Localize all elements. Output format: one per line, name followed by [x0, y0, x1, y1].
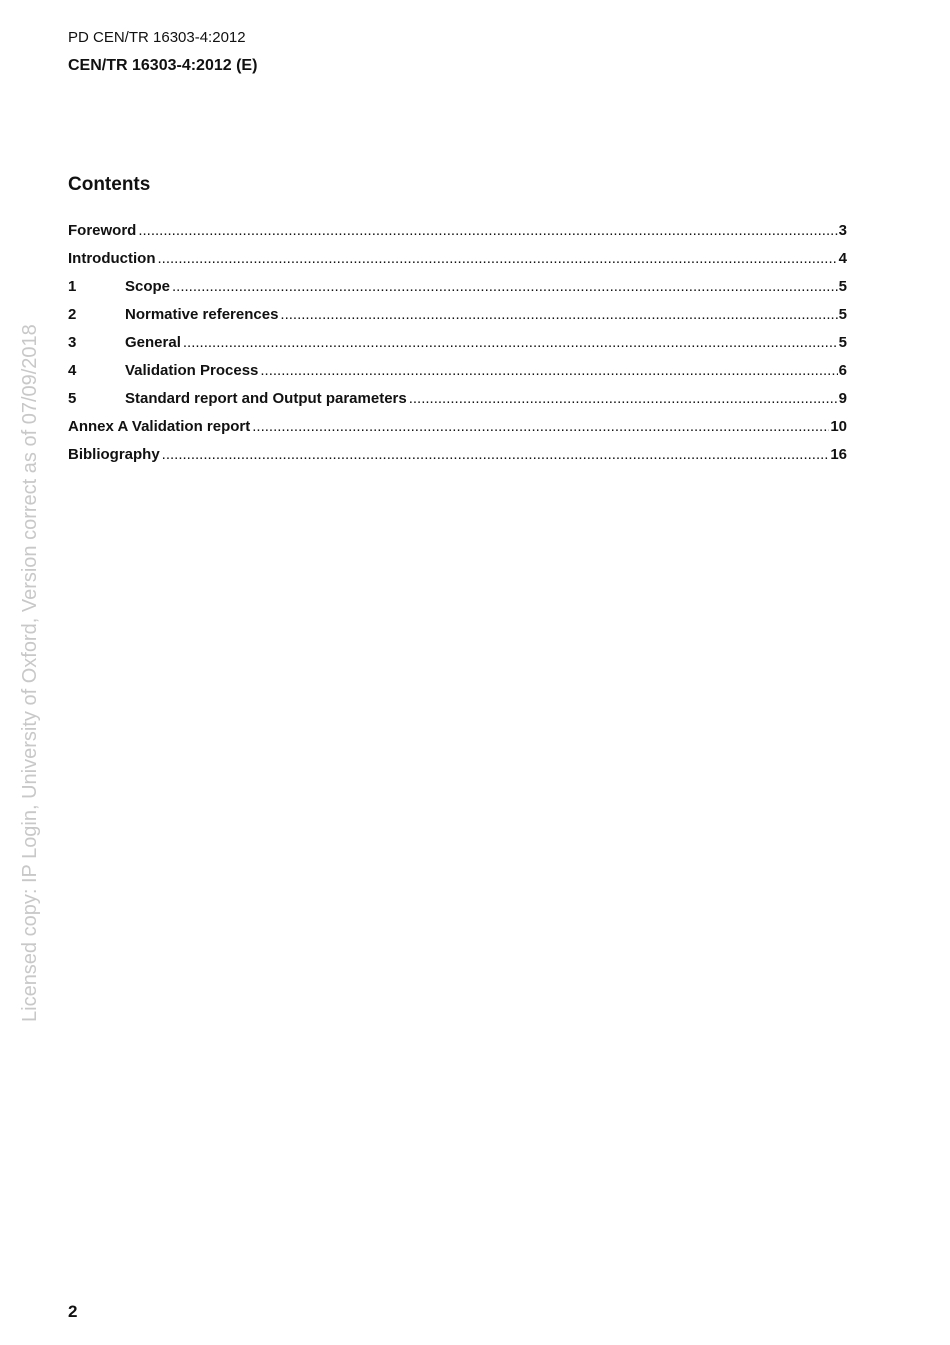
toc-entry-introduction[interactable] [68, 250, 847, 278]
license-watermark: Licensed copy: IP Login, University of Oxford, Version correct as of 07/09/2018 [19, 324, 41, 1022]
toc-entry-number: 3 [68, 334, 77, 351]
toc-entry-label: Introduction [68, 250, 156, 267]
toc-leader-dots [409, 390, 838, 407]
toc-leader-dots [252, 418, 829, 435]
page-number: 2 [68, 1302, 78, 1321]
toc-entry-label: Bibliography [68, 446, 160, 463]
toc-leader-dots [162, 446, 830, 463]
toc-entry-label: Standard report and Output parameters [125, 390, 407, 407]
toc-entry-label: Scope [125, 278, 171, 295]
toc-entry-page: 5 [838, 334, 847, 351]
toc-entry-page: 4 [838, 250, 847, 267]
toc-leader-dots [138, 222, 837, 239]
document-designation: CEN/TR 16303-4:2012 (E) [68, 57, 258, 74]
toc-leader-dots [157, 250, 837, 267]
table-of-contents [68, 222, 847, 474]
toc-entry-page: 3 [838, 222, 847, 239]
toc-entry-label: Normative references [125, 306, 279, 323]
toc-entry-scope[interactable] [68, 278, 847, 306]
toc-entry-page: 9 [838, 390, 847, 407]
toc-entry-annex-a[interactable] [68, 418, 847, 446]
toc-entry-number: 1 [68, 278, 77, 295]
toc-entry-label: Validation Process [125, 362, 259, 379]
toc-leader-dots [183, 334, 838, 351]
toc-entry-number: 4 [68, 362, 77, 379]
toc-entry-label: Foreword [68, 222, 137, 239]
toc-leader-dots [172, 278, 838, 295]
toc-entry-label: Annex A Validation report [68, 418, 251, 435]
toc-entry-page: 16 [830, 446, 847, 463]
toc-entry-page: 5 [838, 306, 847, 323]
toc-leader-dots [260, 362, 837, 379]
toc-entry-validation-process[interactable] [68, 362, 847, 390]
toc-entry-standard-report[interactable] [68, 390, 847, 418]
toc-entry-page: 5 [838, 278, 847, 295]
toc-entry-bibliography[interactable] [68, 446, 847, 474]
contents-heading: Contents [68, 174, 151, 195]
toc-entry-number: 5 [68, 390, 77, 407]
toc-entry-page: 10 [830, 418, 847, 435]
toc-entry-foreword[interactable] [68, 222, 847, 250]
toc-entry-label: General [125, 334, 181, 351]
document-reference: PD CEN/TR 16303-4:2012 [68, 29, 246, 46]
toc-entry-number: 2 [68, 306, 77, 323]
toc-leader-dots [280, 306, 837, 323]
toc-entry-page: 6 [838, 362, 847, 379]
toc-entry-normative-references[interactable] [68, 306, 847, 334]
toc-entry-general[interactable] [68, 334, 847, 362]
